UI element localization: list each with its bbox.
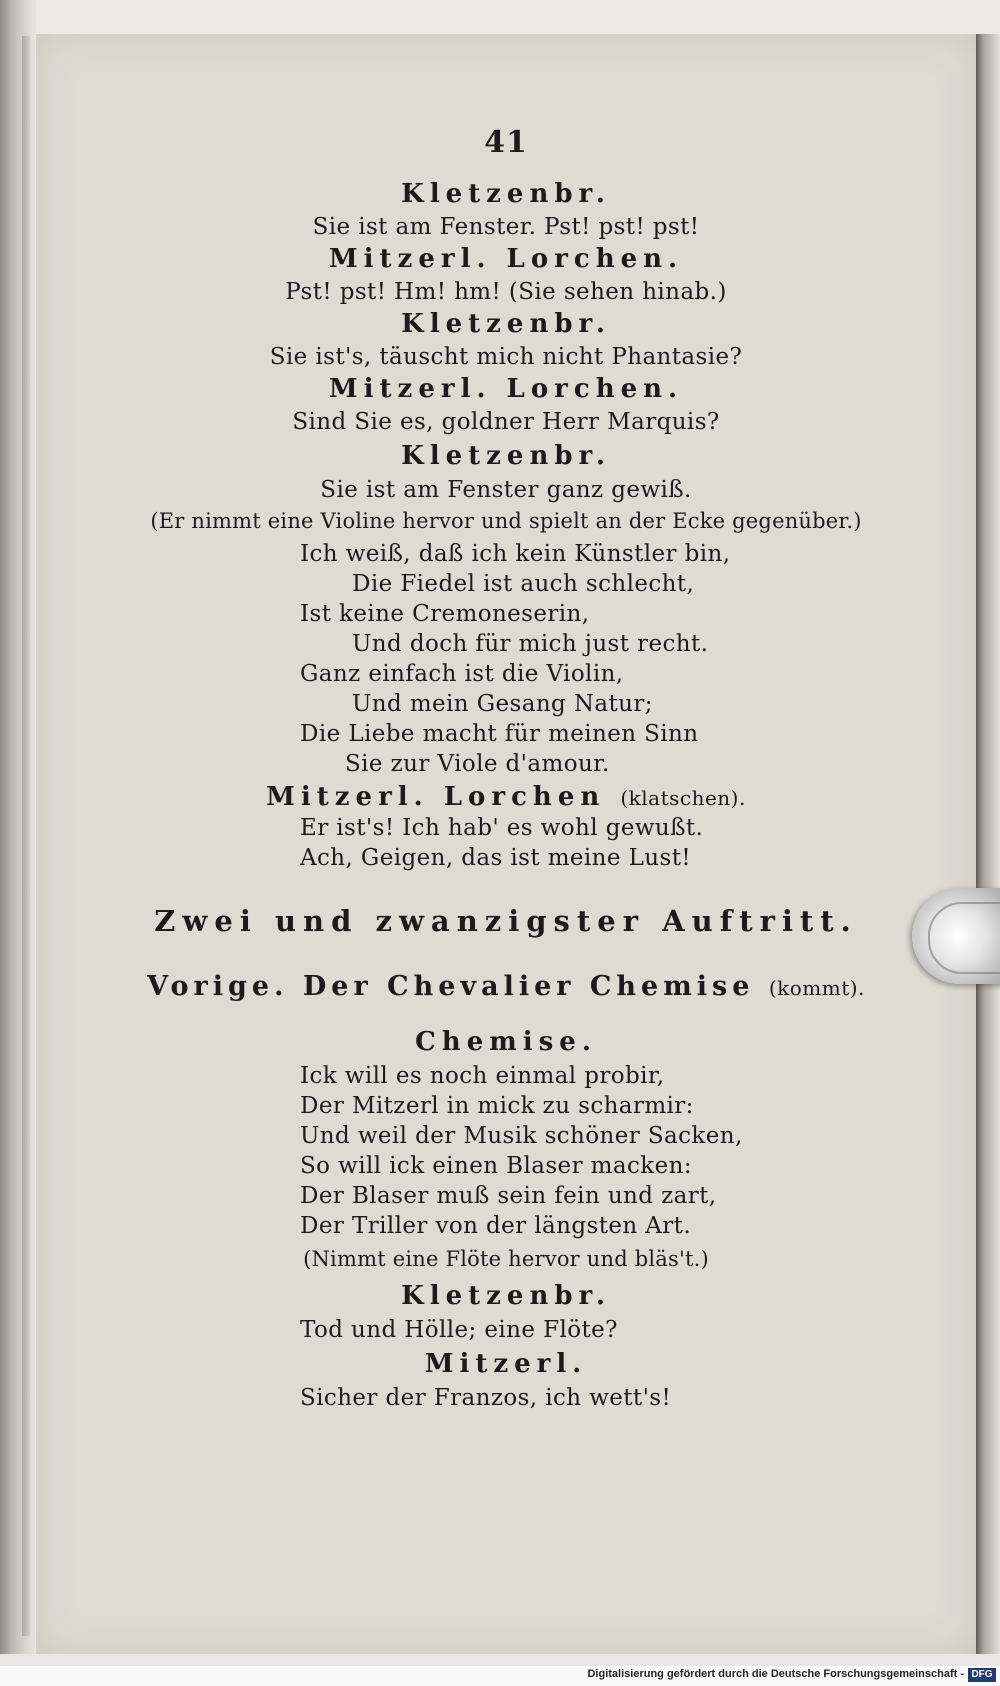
dialogue-line: Pst! pst! Hm! hm! (Sie sehen hinab.) [285,279,727,305]
page-number: 41 [484,125,528,160]
verse-line: Der Blaser muß sein fein und zart, [300,1183,717,1209]
speaker-name: Mitzerl. Lorchen. [328,244,684,274]
scene-cast [36,972,976,1002]
verse-line: Tod und Hölle; eine Flöte? [300,1317,618,1343]
speaker-name [36,783,976,812]
stage-direction: (Nimmt eine Flöte hervor und bläs't.) [303,1247,709,1271]
book-spine-shadow [0,0,36,1686]
speaker-name: Mitzerl. [424,1349,588,1379]
stage-aside: (klatschen). [620,786,746,810]
verse-line: Er ist's! Ich hab' es wohl gewußt. [300,815,704,841]
page-right-edge [976,34,1000,1654]
verse-line: Die Liebe macht für meinen Sinn [300,721,699,747]
stage-direction: (Er nimmt eine Violine hervor und spielt an der Ecke gegenüber.) [150,509,862,533]
page-gutter-shadow [22,36,30,1636]
verse-line: Und mein Gesang Natur; [352,691,653,717]
speaker-name: Kletzenbr. [401,1281,611,1311]
scene-cast-main: Vorige. Der Chevalier Chemise [147,971,755,1002]
dialogue-line: Sind Sie es, goldner Herr Marquis? [292,409,720,435]
verse-line: So will ick einen Blaser macken: [300,1153,692,1179]
verse-line: Ich weiß, daß ich kein Künstler bin, [300,541,731,567]
paper-clip-rim [928,902,1000,974]
dialogue-line: Sie ist's, täuscht mich nicht Phantasie? [269,344,743,370]
verse-line: Sicher der Franzos, ich wett's! [300,1385,672,1411]
speaker-name: Chemise. [415,1027,597,1057]
verse-line: Der Mitzerl in mick zu scharmir: [300,1093,694,1119]
speaker-name: Kletzenbr. [401,179,611,209]
scan-border-bottom [0,1654,1000,1666]
speaker-label: Mitzerl. Lorchen [266,782,606,812]
speaker-name: Kletzenbr. [401,309,611,339]
verse-line: Ach, Geigen, das ist meine Lust! [300,845,691,871]
verse-line: Und doch für mich just recht. [352,631,709,657]
verse-line: Die Fiedel ist auch schlecht, [352,571,695,597]
verse-line: Ist keine Cremoneserin, [300,601,590,627]
speaker-name: Kletzenbr. [401,441,611,471]
verse-line: Sie zur Viole d'amour. [345,751,610,777]
verse-line: Ganz einfach ist die Violin, [300,661,624,687]
scan-border-top [0,0,1000,34]
verse-line: Und weil der Musik schöner Sacken, [300,1123,743,1149]
verse-line: Der Triller von der längsten Art. [300,1213,692,1239]
speaker-name: Mitzerl. Lorchen. [328,374,684,404]
verse-line: Ick will es noch einmal probir, [300,1063,665,1089]
stage-aside: (kommt). [768,976,865,1000]
dfg-logo: DFG [968,1668,996,1682]
dialogue-line: Sie ist am Fenster. Pst! pst! pst! [312,214,700,240]
dialogue-line: Sie ist am Fenster ganz gewiß. [320,477,692,503]
digitization-credit: Digitalisierung gefördert durch die Deutsche Forschungsgemeinschaft - [587,1668,964,1680]
scene-heading: Zwei und zwanzigster Auftritt. [154,904,858,938]
